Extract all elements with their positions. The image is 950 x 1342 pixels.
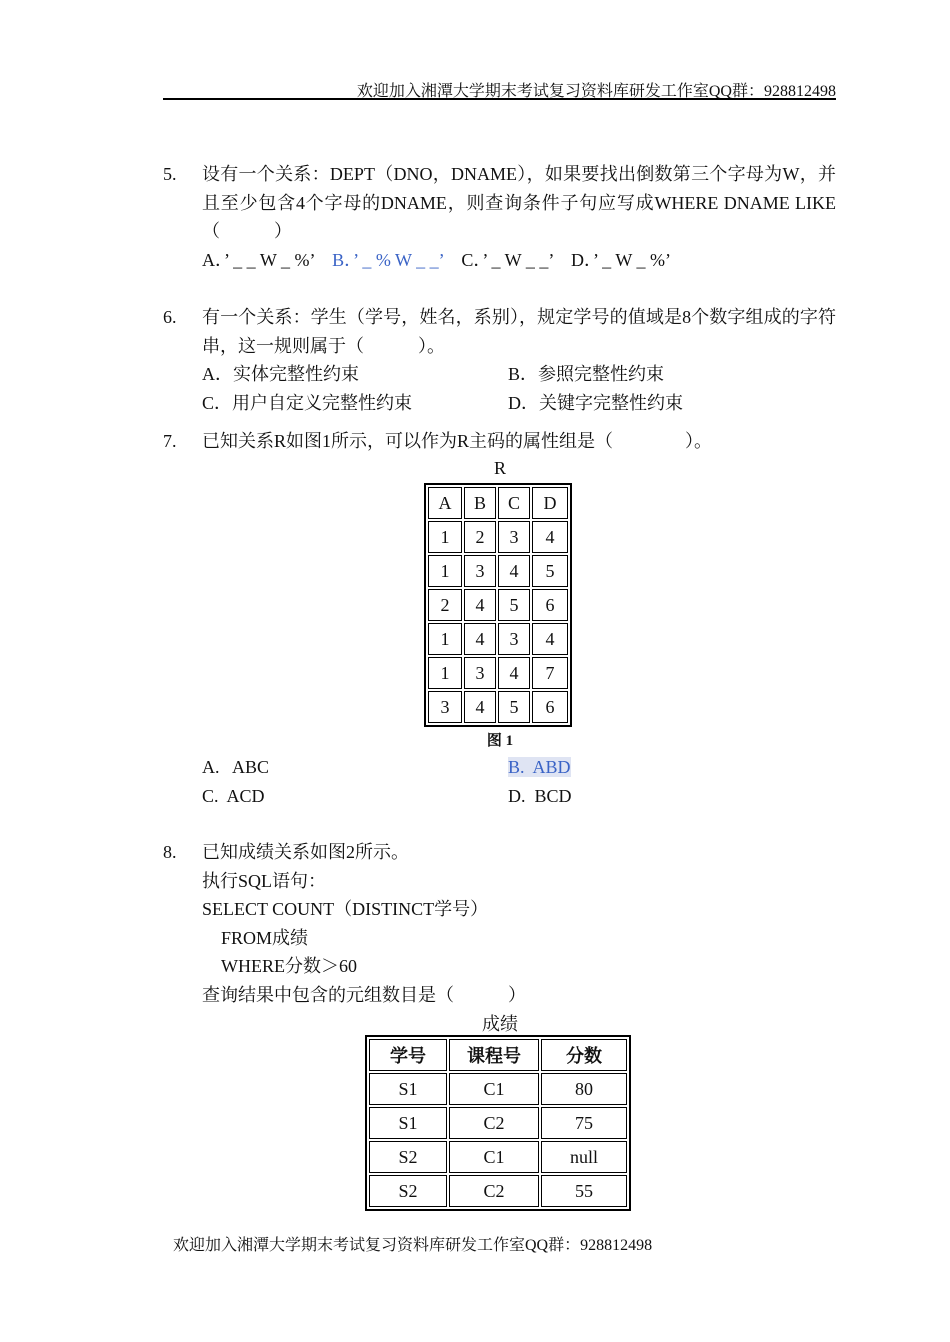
table-cell: S1 bbox=[369, 1073, 447, 1105]
option-d: D．’ _ W _ %’ bbox=[570, 249, 671, 270]
table-cell: 5 bbox=[498, 589, 530, 621]
question-text: 已知关系R如图1所示，可以作为R主码的属性组是（ ）。 bbox=[202, 431, 713, 451]
question-7-options bbox=[163, 753, 836, 810]
table-cell: 4 bbox=[532, 623, 568, 655]
option-a: A．实体完整性约束 bbox=[202, 364, 359, 384]
table-header-row bbox=[369, 1039, 627, 1071]
table-row bbox=[428, 657, 568, 689]
table-cell: 3 bbox=[464, 555, 496, 587]
table-cell: 6 bbox=[532, 589, 568, 621]
question-line: 已知成绩关系如图2所示。 bbox=[202, 842, 409, 862]
table-cell: 4 bbox=[464, 589, 496, 621]
table-cell: 3 bbox=[464, 657, 496, 689]
options-row bbox=[202, 360, 836, 389]
table-row bbox=[369, 1175, 627, 1207]
table-cell: 1 bbox=[428, 521, 462, 553]
option-d: D．关键字完整性约束 bbox=[508, 392, 683, 413]
table-row bbox=[428, 555, 568, 587]
header-rule bbox=[163, 98, 836, 100]
table-cell: 1 bbox=[428, 555, 462, 587]
question-text: 设有一个关系：DEPT（DNO，DNAME），如果要找出倒数第三个字母为W，并且至少包含4个字母的DNAME，则查询条件子句应写成WHERE DNAME LIKE（ ） bbox=[202, 164, 836, 241]
table-cell: 55 bbox=[541, 1175, 627, 1207]
table-cell: 4 bbox=[498, 657, 530, 689]
question-number: 8. bbox=[163, 842, 177, 862]
sql-line: FROM成绩 bbox=[221, 927, 309, 948]
table-cell: C2 bbox=[449, 1107, 539, 1139]
table-row bbox=[369, 1073, 627, 1105]
table-row bbox=[428, 521, 568, 553]
table-header-cell: B bbox=[464, 487, 496, 519]
table-cell: 1 bbox=[428, 657, 462, 689]
option-b: B. ABD bbox=[508, 757, 571, 777]
options-row bbox=[202, 753, 836, 782]
table-cell: 6 bbox=[532, 691, 568, 723]
options-row bbox=[202, 782, 836, 811]
table-cell: C2 bbox=[449, 1175, 539, 1207]
table-cell: S2 bbox=[369, 1141, 447, 1173]
table-cell: 2 bbox=[464, 521, 496, 553]
table-cell: 4 bbox=[464, 691, 496, 723]
table-cell: 4 bbox=[532, 521, 568, 553]
table-cell: 5 bbox=[498, 691, 530, 723]
question-number: 7. bbox=[163, 431, 177, 451]
table-cell: 2 bbox=[428, 589, 462, 621]
option-c: C．’ _ W _ _’ bbox=[461, 249, 553, 270]
option-b: B．参照完整性约束 bbox=[508, 364, 665, 384]
table-header-row bbox=[428, 487, 568, 519]
option-b: B．’ _ % W _ _’ bbox=[332, 249, 444, 270]
table-header-cell: 分数 bbox=[541, 1039, 627, 1071]
table-cell: S2 bbox=[369, 1175, 447, 1207]
table-row bbox=[369, 1107, 627, 1139]
table-header-cell: 课程号 bbox=[449, 1039, 539, 1071]
question-8 bbox=[163, 838, 836, 1009]
table-cell: 80 bbox=[541, 1073, 627, 1105]
table-cell: S1 bbox=[369, 1107, 447, 1139]
table-cell: 3 bbox=[428, 691, 462, 723]
table-cell: C1 bbox=[449, 1073, 539, 1105]
option-d: D. BCD bbox=[508, 785, 572, 806]
table-cell: 3 bbox=[498, 623, 530, 655]
question-number: 6. bbox=[163, 307, 177, 327]
table-header-cell: 学号 bbox=[369, 1039, 447, 1071]
table-caption: 成绩 bbox=[482, 1014, 518, 1034]
table-cell: 3 bbox=[498, 521, 530, 553]
page-footer: 欢迎加入湘潭大学期末考试复习资料库研发工作室QQ群：928812498 bbox=[173, 1237, 653, 1254]
table-header-cell: D bbox=[532, 487, 568, 519]
figure-caption: 图 1 bbox=[486, 733, 514, 749]
options-row bbox=[202, 389, 836, 418]
table-row bbox=[369, 1141, 627, 1173]
table-cell: C1 bbox=[449, 1141, 539, 1173]
table-caption: R bbox=[493, 458, 506, 478]
question-number: 5. bbox=[163, 164, 177, 184]
option-a: A．’ _ _ W _ %’ bbox=[202, 249, 315, 270]
sql-line: SELECT COUNT（DISTINCT学号） bbox=[202, 899, 489, 919]
table-cell: null bbox=[541, 1141, 627, 1173]
table-row bbox=[428, 623, 568, 655]
sql-line: WHERE分数＞60 bbox=[221, 956, 357, 976]
score-table bbox=[365, 1035, 631, 1211]
question-5 bbox=[163, 160, 836, 274]
options bbox=[202, 246, 836, 275]
question-6 bbox=[163, 303, 836, 417]
table-cell: 5 bbox=[532, 555, 568, 587]
option-a: A. ABC bbox=[202, 757, 270, 777]
question-line: 查询结果中包含的元组数目是（ ） bbox=[202, 984, 526, 1005]
table-header-cell: C bbox=[498, 487, 530, 519]
table-cell: 75 bbox=[541, 1107, 627, 1139]
relation-r-table bbox=[424, 483, 572, 727]
table-row bbox=[428, 691, 568, 723]
option-c: C．用户自定义完整性约束 bbox=[202, 392, 413, 413]
table-cell: 1 bbox=[428, 623, 462, 655]
option-c: C. ACD bbox=[202, 785, 265, 806]
question-text: 有一个关系：学生（学号，姓名，系别），规定学号的值域是8个数字组成的字符串，这一规则属于（ ）。 bbox=[202, 307, 836, 356]
table-cell: 7 bbox=[532, 657, 568, 689]
page-header: 欢迎加入湘潭大学期末考试复习资料库研发工作室QQ群：928812498 bbox=[356, 83, 836, 100]
question-7 bbox=[163, 427, 836, 456]
table-row bbox=[428, 589, 568, 621]
table-cell: 4 bbox=[498, 555, 530, 587]
table-header-cell: A bbox=[428, 487, 462, 519]
table-cell: 4 bbox=[464, 623, 496, 655]
question-line: 执行SQL语句： bbox=[202, 870, 327, 891]
